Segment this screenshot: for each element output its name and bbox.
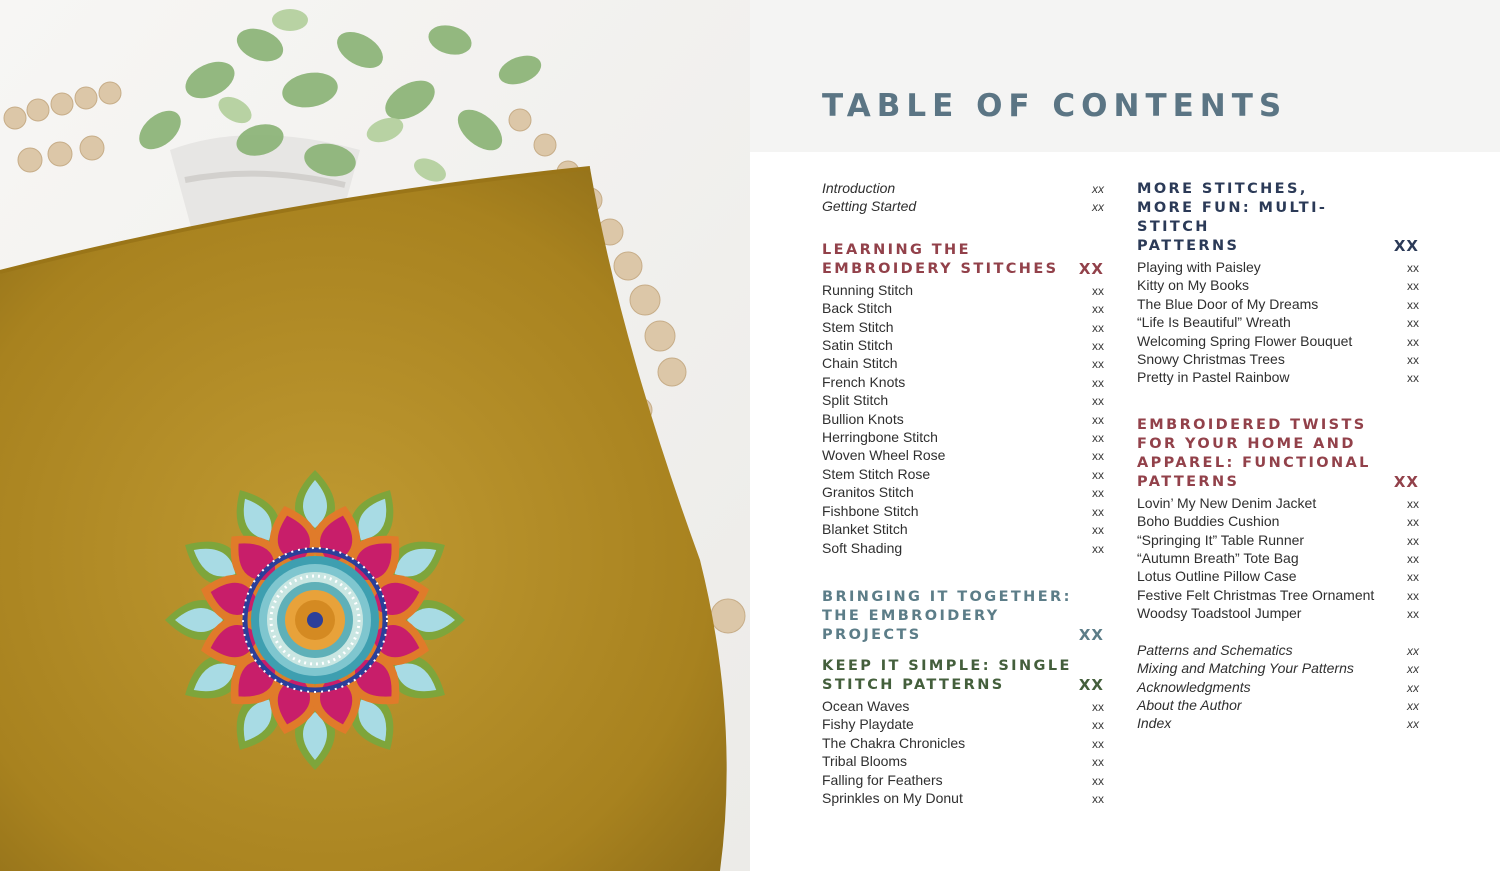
section-page: XX	[1078, 259, 1104, 278]
toc-entry-label: Stem Stitch Rose	[822, 465, 931, 482]
toc-entry-page: xx	[1407, 607, 1419, 622]
toc-entry-page: xx	[1092, 375, 1104, 390]
toc-entry-page: xx	[1092, 339, 1104, 354]
toc-entry-label: Index	[1137, 715, 1172, 732]
section-more-stitches[interactable]	[1137, 180, 1419, 256]
section-bringing-together[interactable]	[822, 588, 1104, 645]
toc-entry-page: xx	[1092, 320, 1104, 335]
toc-entry-label: Pretty in Pastel Rainbow	[1137, 369, 1290, 386]
toc-entry[interactable]	[1137, 333, 1419, 351]
toc-entry-label: Granitos Stitch	[822, 484, 914, 501]
section-keep-it-simple[interactable]	[822, 657, 1104, 695]
toc-entry-label: Mixing and Matching Your Patterns	[1137, 660, 1354, 677]
toc-entry[interactable]	[822, 374, 1104, 392]
toc-entry-page: xx	[1092, 523, 1104, 538]
toc-entry-page: xx	[1407, 371, 1419, 386]
toc-entry[interactable]	[1137, 296, 1419, 314]
toc-entry-page: xx	[1407, 316, 1419, 331]
toc-entry-label: Welcoming Spring Flower Bouquet	[1137, 332, 1353, 349]
toc-entry-label: Soft Shading	[822, 539, 903, 556]
toc-entry[interactable]	[1137, 605, 1419, 623]
toc-entry-label: Acknowledgments	[1137, 678, 1251, 695]
toc-entry-label: The Chakra Chronicles	[822, 734, 966, 751]
toc-entry-back-matter[interactable]	[1137, 715, 1419, 733]
toc-entry-page: xx	[1092, 486, 1104, 501]
toc-entry-label: Satin Stitch	[822, 337, 893, 354]
toc-entry[interactable]	[822, 790, 1104, 808]
toc-entry-label: Woven Wheel Rose	[822, 447, 946, 464]
toc-entry[interactable]	[822, 429, 1104, 447]
toc-entry-back-matter[interactable]	[1137, 697, 1419, 715]
toc-entry[interactable]	[822, 772, 1104, 790]
toc-entry-label: Back Stitch	[822, 300, 893, 317]
toc-entry-page: xx	[1092, 541, 1104, 556]
toc-entry-page: xx	[1092, 302, 1104, 317]
section-page: XX	[1078, 675, 1104, 694]
toc-entry-introduction[interactable]	[822, 180, 1104, 198]
toc-entry-back-matter[interactable]	[1137, 679, 1419, 697]
toc-entry-page: xx	[1407, 552, 1419, 567]
toc-entry-page: xx	[1092, 200, 1104, 215]
toc-entry-label: French Knots	[822, 373, 906, 390]
toc-entry[interactable]	[1137, 495, 1419, 513]
toc-entry-label: Introduction	[822, 180, 896, 196]
toc-entry[interactable]	[1137, 314, 1419, 332]
toc-entry-page: xx	[1092, 791, 1104, 806]
toc-entry-page: xx	[1407, 279, 1419, 294]
toc-entry-label: Woodsy Toadstool Jumper	[1137, 605, 1302, 622]
toc-entry-page: xx	[1092, 357, 1104, 372]
toc-entry-label: Tribal Blooms	[822, 753, 908, 770]
toc-entry-page: xx	[1092, 699, 1104, 714]
toc-entry-label: “Autumn Breath” Tote Bag	[1137, 550, 1299, 567]
title-band	[750, 0, 1500, 152]
toc-entry[interactable]	[822, 300, 1104, 318]
toc-entry-page: xx	[1407, 717, 1419, 732]
toc-entry-page: xx	[1407, 496, 1419, 511]
section-page: XX	[1393, 472, 1419, 491]
page-title: TABLE OF CONTENTS	[822, 88, 1288, 124]
toc-entry-page: xx	[1092, 467, 1104, 482]
toc-entry-label: Sprinkles on My Donut	[822, 789, 963, 806]
toc-entry-label: Getting Started	[822, 198, 917, 215]
toc-entry[interactable]	[822, 484, 1104, 502]
toc-entry[interactable]	[1137, 369, 1419, 387]
section-title: EMBROIDERED TWISTS FOR YOUR HOME AND APPAREL: FUNCTIONAL PATTERNS	[1137, 416, 1371, 490]
toc-entry-page: xx	[1407, 334, 1419, 349]
toc-entry[interactable]	[1137, 532, 1419, 550]
toc-entry-page: xx	[1092, 449, 1104, 464]
toc-entry-page: xx	[1407, 662, 1419, 677]
toc-entry-label: Kitty on My Books	[1137, 277, 1250, 294]
toc-entry-page: xx	[1407, 353, 1419, 368]
toc-entry-page: xx	[1407, 533, 1419, 548]
toc-entry-label: Bullion Knots	[822, 410, 904, 427]
section-title: LEARNING THE EMBROIDERY STITCHES	[822, 241, 1059, 277]
toc-entry-label: “Springing It” Table Runner	[1137, 531, 1305, 548]
toc-entry[interactable]	[822, 319, 1104, 337]
toc-entry-label: The Blue Door of My Dreams	[1137, 295, 1319, 312]
toc-entry-page: xx	[1092, 736, 1104, 751]
toc-column-right	[1137, 180, 1419, 734]
section-page: XX	[1393, 237, 1419, 255]
toc-entry-label: Fishy Playdate	[822, 716, 914, 733]
toc-entry-page: xx	[1407, 588, 1419, 603]
toc-entry-label: Blanket Stitch	[822, 521, 908, 538]
toc-entry-page: xx	[1407, 261, 1419, 275]
toc-entry-back-matter[interactable]	[1137, 660, 1419, 678]
toc-entry[interactable]	[822, 337, 1104, 355]
toc-entry-label: Festive Felt Christmas Tree Ornament	[1137, 586, 1375, 603]
toc-entry-label: Fishbone Stitch	[822, 502, 919, 519]
toc-entry[interactable]	[822, 521, 1104, 539]
toc-entry-page: xx	[1092, 182, 1104, 196]
toc-entry-label: Patterns and Schematics	[1137, 641, 1293, 658]
toc-entry[interactable]	[822, 753, 1104, 771]
toc-entry-label: Falling for Feathers	[822, 771, 943, 788]
section-title: KEEP IT SIMPLE: SINGLE STITCH PATTERNS	[822, 657, 1072, 693]
toc-entry-page: xx	[1092, 394, 1104, 409]
toc-entry-label: Lotus Outline Pillow Case	[1137, 568, 1297, 585]
toc-entry[interactable]	[822, 282, 1104, 300]
toc-entry[interactable]	[822, 447, 1104, 465]
toc-entry-label: Lovin’ My New Denim Jacket	[1137, 494, 1317, 511]
section-title: BRINGING IT TOGETHER: THE EMBROIDERY PROJECTS	[822, 588, 1072, 643]
toc-entry-page: xx	[1092, 412, 1104, 427]
toc-entry[interactable]	[1137, 513, 1419, 531]
toc-entry[interactable]	[822, 355, 1104, 373]
toc-entry[interactable]	[1137, 550, 1419, 568]
toc-entry-page: xx	[1092, 773, 1104, 788]
toc-entry[interactable]	[1137, 351, 1419, 369]
section-embroidered-twists[interactable]	[1137, 416, 1419, 492]
section-learning-stitches[interactable]	[822, 241, 1104, 279]
toc-entry[interactable]	[822, 503, 1104, 521]
toc-entry[interactable]	[822, 392, 1104, 410]
toc-entry-label: Split Stitch	[822, 392, 889, 409]
toc-entry-label: Herringbone Stitch	[822, 429, 938, 446]
section-page: XX	[1078, 625, 1104, 644]
toc-entry-label: Playing with Paisley	[1137, 259, 1261, 275]
toc-entry[interactable]	[822, 411, 1104, 429]
toc-entry-label: Boho Buddies Cushion	[1137, 513, 1280, 530]
toc-entry[interactable]	[822, 698, 1104, 716]
toc-entry-page: xx	[1407, 515, 1419, 530]
toc-entry[interactable]	[1137, 568, 1419, 586]
toc-entry-label: Stem Stitch	[822, 318, 894, 335]
toc-entry-page: xx	[1407, 698, 1419, 713]
toc-entry[interactable]	[1137, 587, 1419, 605]
toc-entry-page: xx	[1092, 504, 1104, 519]
toc-entry[interactable]	[822, 716, 1104, 734]
toc-entry[interactable]	[822, 466, 1104, 484]
toc-entry-label: “Life Is Beautiful” Wreath	[1137, 314, 1291, 331]
toc-entry-label: Ocean Waves	[822, 697, 910, 714]
toc-entry-page: xx	[1092, 718, 1104, 733]
toc-entry[interactable]	[1137, 259, 1419, 277]
toc-entry[interactable]	[822, 735, 1104, 753]
toc-entry[interactable]	[822, 540, 1104, 558]
toc-entry-page: xx	[1407, 570, 1419, 585]
toc-entry-label: Snowy Christmas Trees	[1137, 351, 1285, 368]
toc-entry-label: Chain Stitch	[822, 355, 898, 372]
toc-entry-page: xx	[1092, 283, 1104, 298]
toc-entry-label: About the Author	[1137, 696, 1242, 713]
toc-entry-page: xx	[1407, 680, 1419, 695]
section-title: MORE STITCHES, MORE FUN: MULTI-STITCH PATTERNS	[1137, 181, 1328, 254]
toc-entry-page: xx	[1092, 755, 1104, 770]
toc-entry-page: xx	[1407, 297, 1419, 312]
toc-entry-label: Running Stitch	[822, 281, 914, 298]
toc-entry-page: xx	[1407, 643, 1419, 658]
toc-entry-getting-started[interactable]	[822, 198, 1104, 216]
toc-entry-back-matter[interactable]	[1137, 642, 1419, 660]
toc-entry[interactable]	[1137, 277, 1419, 295]
toc-entry-page: xx	[1092, 431, 1104, 446]
toc-column-left	[822, 180, 1104, 808]
